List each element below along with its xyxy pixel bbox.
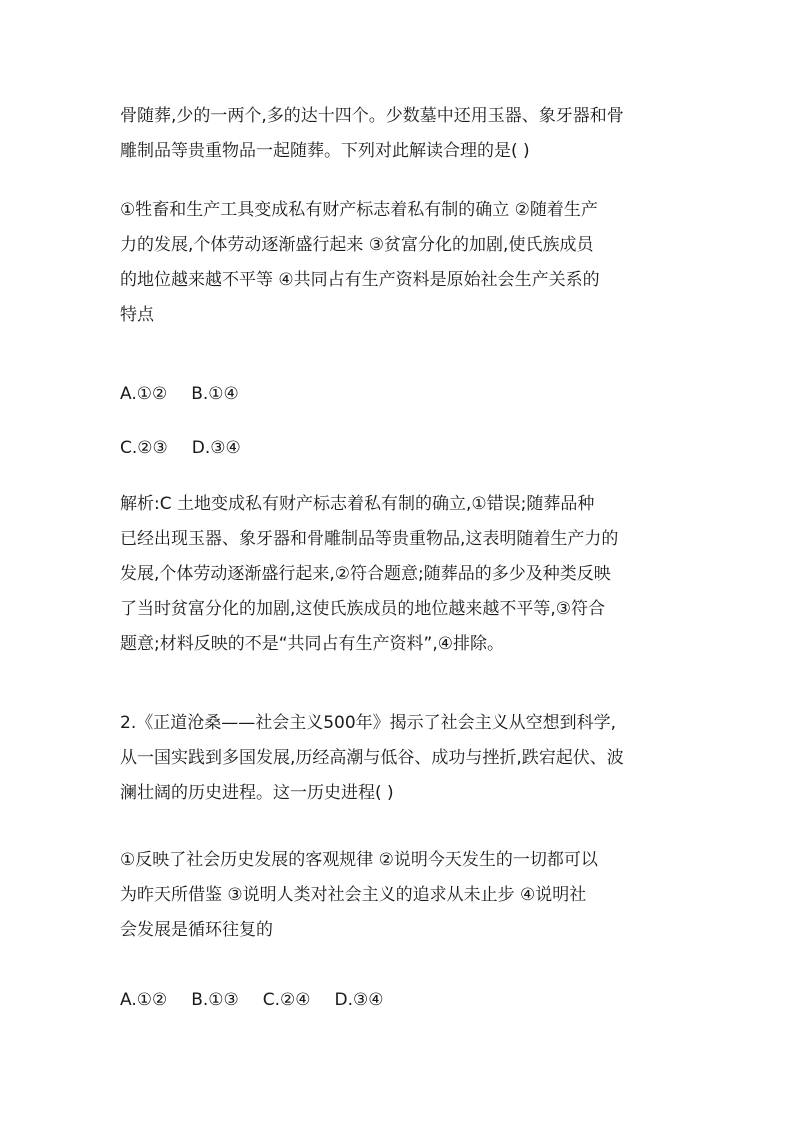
q1-analysis [120,487,680,662]
q2-statement-line: 为昨天所借鉴 ③说明人类对社会主义的追求从未止步 ④说明社 [120,885,587,905]
q1-statement-line: 力的发展,个体劳动逐渐盛行起来 ③贫富分化的加剧,使氏族成员 [120,235,594,255]
q2-stem-line: 2.《正道沧桑——社会主义500年》揭示了社会主义从空想到科学, [120,713,617,733]
q2-stem [120,706,680,811]
q1-analysis-line: 发展,个体劳动逐渐盛行起来,②符合题意;随葬品的多少及种类反映 [120,564,611,584]
q1-stem-line: 骨随葬,少的一两个,多的达十四个。少数墓中还用玉器、象牙器和骨 [120,106,624,126]
q1-stem [120,99,680,169]
q2-statement-line: 会发展是循环往复的 [120,920,273,940]
q2-options [120,983,680,1018]
q2-option-b: B.①③ [191,990,239,1010]
q1-stem-line: 雕制品等贵重物品一起随葬。下列对此解读合理的是( ) [120,141,530,161]
q1-analysis-line: 解析:C 土地变成私有财产标志着私有制的确立,①错误;随葬品种 [120,494,595,514]
q2-stem-line: 澜壮阔的历史进程。这一历史进程( ) [120,783,394,803]
q1-analysis-line: 已经出现玉器、象牙器和骨雕制品等贵重物品,这表明随着生产力的 [120,529,619,549]
q1-statement-line: 特点 [120,305,154,325]
q1-option-a: A.①② [120,384,168,404]
q2-option-a: A.①② [120,990,168,1010]
q2-statements [120,843,680,948]
q2-option-c: C.②④ [262,990,311,1010]
q1-statements [120,193,680,333]
q1-options-row-1 [120,377,680,412]
q1-statement-line: ①牲畜和生产工具变成私有财产标志着私有制的确立 ②随着生产 [120,200,598,220]
q1-option-d: D.③④ [191,438,241,458]
q1-option-b: B.①④ [191,384,239,404]
q1-analysis-line: 题意;材料反映的不是“共同占有生产资料”,④排除。 [120,634,504,654]
q1-statement-line: 的地位越来越不平等 ④共同占有生产资料是原始社会生产关系的 [120,270,600,290]
q2-statement-line: ①反映了社会历史发展的客观规律 ②说明今天发生的一切都可以 [120,850,598,870]
q1-analysis-line: 了当时贫富分化的加剧,这使氏族成员的地位越来越不平等,③符合 [120,599,606,619]
q2-stem-line: 从一国实践到多国发展,历经高潮与低谷、成功与挫折,跌宕起伏、波 [120,748,624,768]
q2-option-d: D.③④ [334,990,384,1010]
q1-option-c: C.②③ [120,438,168,458]
q1-options-row-2 [120,431,680,466]
